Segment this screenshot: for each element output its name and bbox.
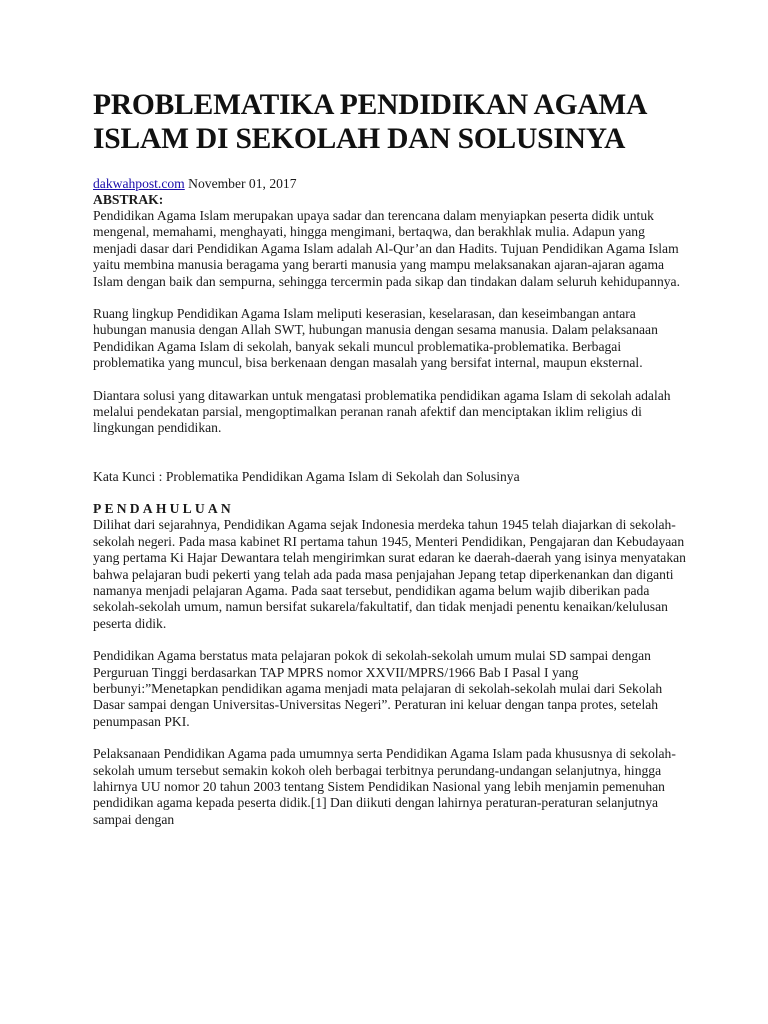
- keywords: Kata Kunci : Problematika Pendidikan Agama Islam di Sekolah dan Solusinya: [93, 468, 520, 484]
- abstract-paragraph: Pendidikan Agama Islam merupakan upaya sadar dan terencana dalam menyiapkan peserta didik untuk mengenal, memahami, menghayati, hingga mengimani, bertaqwa, dan berakhlak mulia. Adapun yang menjadi dasar dari Pendidikan Agama Islam adalah Al-Qur’an dan Hadits. Tujuan Pendidikan Agama Islam yaitu membina manusia beragama yang berarti manusia yang mampu melaksanakan ajaran-ajaran agama Islam dengan baik dan sempurna, sehingga tercermin pada sikap dan tindakan dalam seluruh kehidupannya.: [93, 208, 680, 289]
- abstract-paragraph: Ruang lingkup Pendidikan Agama Islam meliputi keserasian, keselarasan, dan keseimbangan antara hubungan manusia dengan Allah SWT, hubungan manusia dengan sesama manusia. Dalam pelaksanaan Pendidikan Agama Islam di sekolah, banyak sekali muncul problematika-problematika. Berbagai problematika yang muncul, bisa berkenaan dengan masalah yang bersifat internal, maupun eksternal.: [93, 306, 658, 371]
- body-paragraph: Pelaksanaan Pendidikan Agama pada umumnya serta Pendidikan Agama Islam pada khususnya di sekolah-sekolah umum tersebut semakin kokoh oleh berbagai terbitnya perundang-undangan selanjutnya, hingga lahirnya UU nomor 20 tahun 2003 tentang Sistem Pendidikan Nasional yang lebih menjamin pemenuhan pendidikan agama kepada peserta didik.[1] Dan diikuti dengan lahirnya peraturan-peraturan selanjutnya sampai dengan: [93, 746, 676, 827]
- document-title: PROBLEMATIKA PENDIDIKAN AGAMA ISLAM DI SEKOLAH DAN SOLUSINYA: [93, 89, 646, 155]
- document-page: [93, 88, 688, 828]
- abstract-paragraph: Diantara solusi yang ditawarkan untuk mengatasi problematika pendidikan agama Islam di sekolah adalah melalui pendekatan parsial, mengoptimalkan peranan ranah afektif dan menciptakan iklim religius di lingkungan pendidikan.: [93, 387, 671, 436]
- body-paragraph: Pendidikan Agama berstatus mata pelajaran pokok di sekolah-sekolah umum mulai SD sampai dengan Perguruan Tinggi berdasarkan TAP MPRS nomor XXVII/MPRS/1966 Bab I Pasal I yang berbunyi:”Menetapkan pendidikan agama menjadi mata pelajaran di sekolah-sekolah mulai dari Sekolah Dasar sampai dengan Universitas-Universitas Negeri”. Peraturan ini keluar dengan tanpa protes, setelah penumpasan PKI.: [93, 648, 663, 729]
- post-meta: [93, 176, 688, 192]
- source-link[interactable]: dakwahpost.com: [93, 176, 185, 191]
- body-paragraph: Dilihat dari sejarahnya, Pendidikan Agama sejak Indonesia merdeka tahun 1945 telah diajarkan di sekolah-sekolah negeri. Pada masa kabinet RI pertama tahun 1945, Menteri Pendidikan, Pengajaran dan Kebudayaan yang pertama Ki Hajar Dewantara telah mengirimkan surat edaran ke daerah-daerah yang isinya menyatakan bahwa pelajaran budi pekerti yang telah ada pada masa penjajahan Jepang tetap diperkenankan dan diganti namanya menjadi pelajaran Agama. Pada saat tersebut, pendidikan agama belum wajib diberikan pada sekolah-sekolah umum, namun bersifat sukarela/fakultatif, dan tidak menjadi penentu kenaikan/kelulusan peserta didik.: [93, 517, 686, 631]
- abstract-heading: ABSTRAK:: [93, 192, 164, 207]
- post-date: November 01, 2017: [188, 176, 297, 191]
- section-heading: PENDAHULUAN: [93, 501, 234, 517]
